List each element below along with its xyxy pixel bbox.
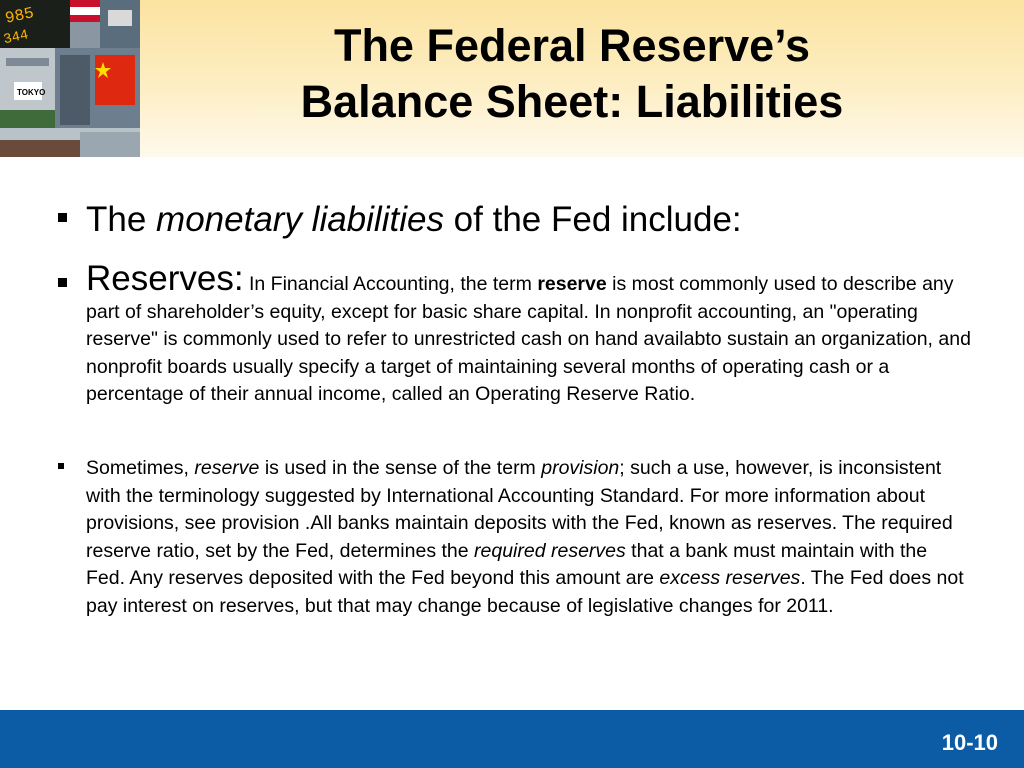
svg-text:344: 344 [2, 27, 31, 49]
photo-collage-image [0, 0, 140, 157]
bullet-2-lead: Reserves: [86, 259, 244, 298]
bullet-3-text-b: is used in the sense of the term [259, 457, 542, 479]
bullet-3-italic-a: reserve [194, 457, 260, 479]
bullet-sometimes-reserve [86, 455, 966, 620]
bullet-square-icon [58, 463, 64, 469]
slide-number: 10-10 [941, 730, 998, 755]
bullet-3-text-c: ; such a use, however, is inconsistent with the terminology suggested by International Accounting Standard. For more information about provisions, see provision .All banks maintain deposits with the Fed, known as reserves. The required reserve ratio, set by the Fed, determines the [86, 457, 953, 562]
bullet-3-italic-b: provision [541, 457, 620, 479]
bullet-3-italic-c: required reserves [474, 539, 626, 562]
bullet-3-text-e: . The Fed does not pay interest on reserves, but that may change because of legislative changes for 2011. [86, 567, 964, 617]
bullet-1-text-a: The [86, 200, 157, 239]
title-line-1: The Federal Reserve’s [333, 20, 811, 71]
svg-text:985: 985 [3, 4, 36, 28]
bullet-square-icon [58, 278, 67, 287]
bullet-3-italic-d: excess reserves [659, 567, 801, 589]
bullet-2-bold: reserve [537, 273, 607, 295]
slide-header [0, 0, 1024, 157]
bullet-2-text-b: is most commonly used to describe any part of shareholder’s equity, except for basic share capital. In nonprofit accounting, an "operating reserve" is commonly used to refer to unrestricted cash on hand availabto sustain an organization, and nonprofit boards usually specify a target of maintaining several months of operating cash or a percentage of their annual income, called an Operating Reserve Ratio. [86, 273, 971, 405]
bullet-3-text-d: that a bank must maintain with the Fed. Any reserves deposited with the Fed beyond this amount are [86, 539, 928, 589]
bullet-1-italic: monetary liabilities [156, 200, 444, 239]
title-line-2: Balance Sheet: Liabilities [300, 76, 844, 127]
bullet-2-text-a: In Financial Accounting, the term [243, 273, 538, 295]
bullet-3-text-a: Sometimes, [86, 457, 195, 479]
bullet-monetary-liabilities [86, 199, 742, 241]
bullet-reserves [86, 259, 976, 409]
bullet-1-text-b: of the Fed include: [443, 200, 742, 239]
header-photo-collage [0, 0, 140, 157]
slide-title [150, 18, 994, 130]
photo-sign-text: TOKYO [17, 88, 46, 97]
slide-footer-bar [0, 710, 1024, 768]
bullet-square-icon [58, 213, 67, 222]
